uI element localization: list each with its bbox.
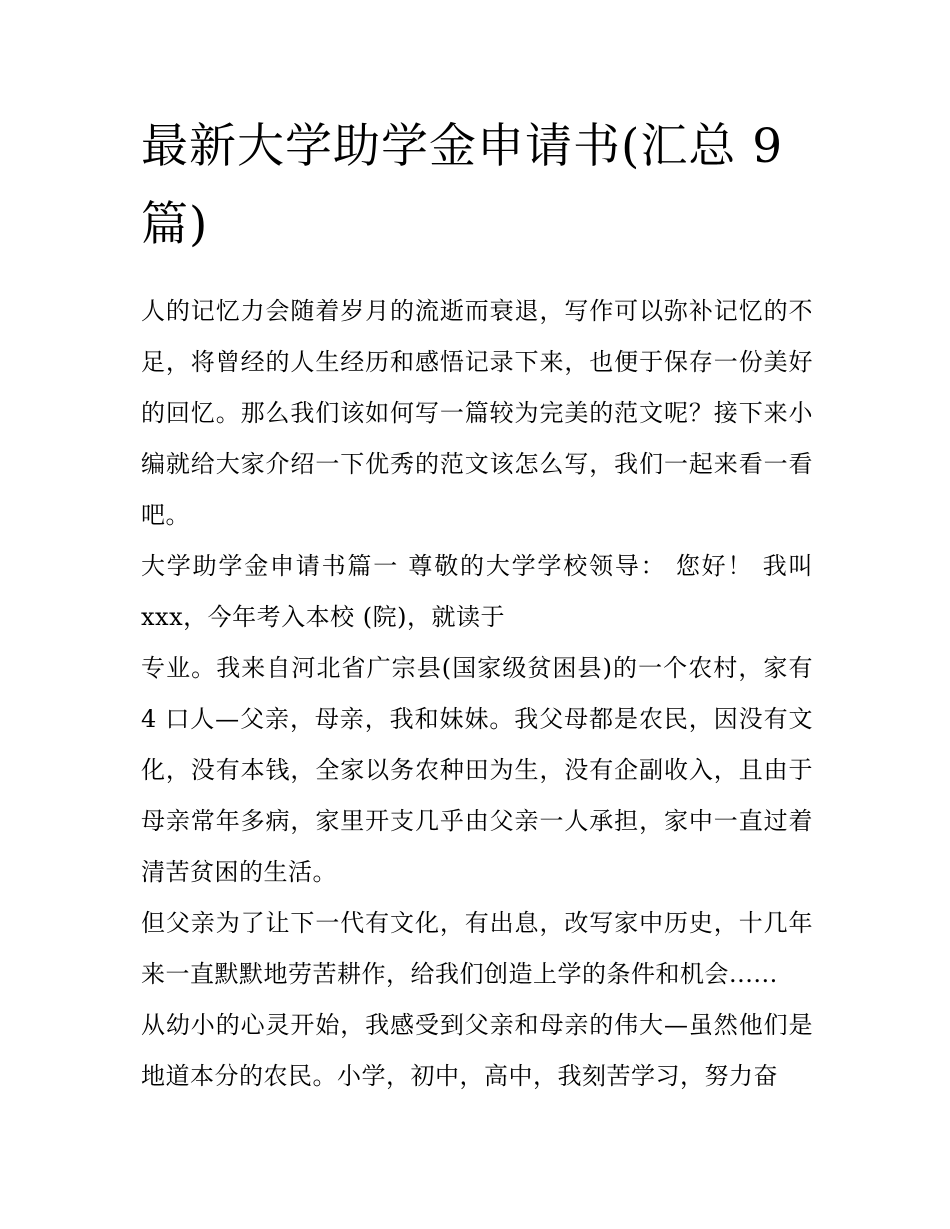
- document-body: [141, 286, 813, 1102]
- document-title: 最新大学助学金申请书(汇总 9 篇): [141, 119, 784, 252]
- paragraph-childhood: 从幼小的心灵开始，我感受到父亲和母亲的伟大—虽然他们是地道本分的农民。小学，初中，高中，我刻苦学习，努力奋: [141, 1011, 813, 1090]
- paragraph-greeting: 大学助学金申请书篇一 尊敬的大学学校领导： 您好！ 我叫xxx，今年考入本校 (院)，就读于: [141, 552, 813, 631]
- paragraph-father: 但父亲为了让下一代有文化，有出息，改写家中历史，十几年来一直默默地劳苦耕作，给我们创造上学的条件和机会......: [141, 909, 813, 988]
- document-page: [141, 108, 813, 1102]
- paragraph-family: 专业。我来自河北省广宗县(国家级贫困县)的一个农村，家有4 口人—父亲，母亲，我和妹妹。我父母都是农民，因没有文化，没有本钱，全家以务农种田为生，没有企副收入，且由于母亲常年多病，家里开支几乎由父亲一人承担，家中一直过着清苦贫困的生活。: [141, 654, 813, 886]
- paragraph-intro: 人的记忆力会随着岁月的流逝而衰退，写作可以弥补记忆的不足，将曾经的人生经历和感悟记录下来，也便于保存一份美好的回忆。那么我们该如何写一篇较为完美的范文呢？接下来小编就给大家介绍一下优秀的范文该怎么写，我们一起来看一看吧。: [141, 297, 813, 529]
